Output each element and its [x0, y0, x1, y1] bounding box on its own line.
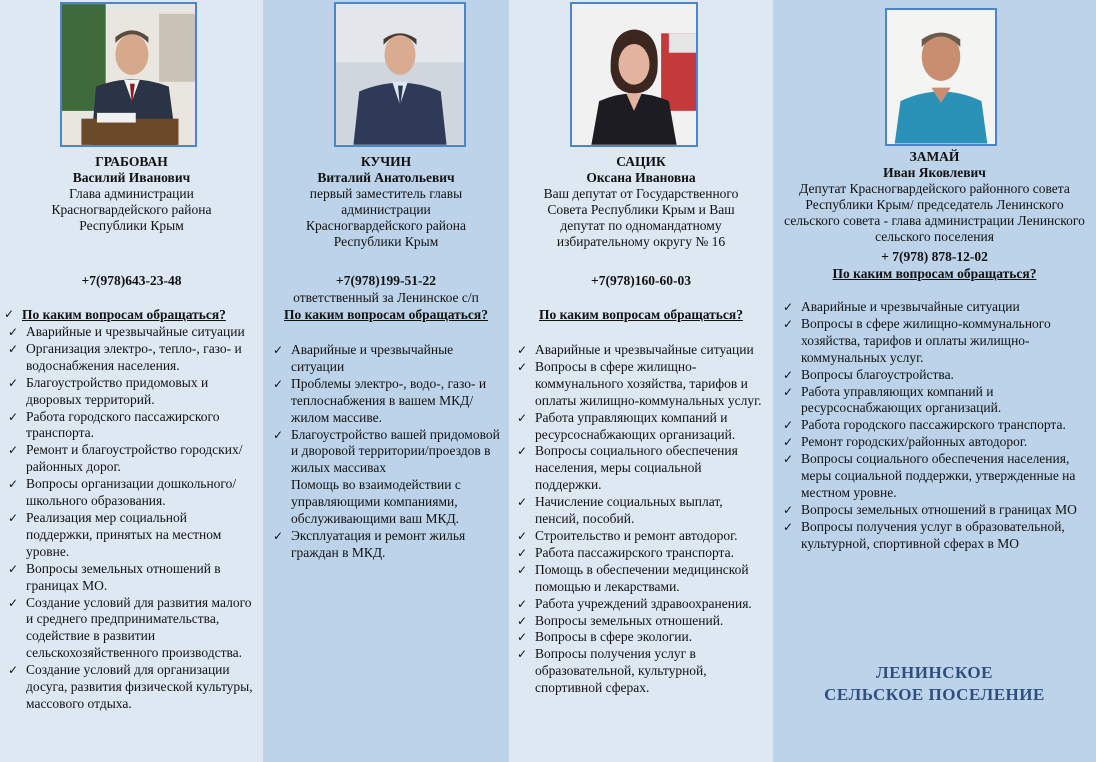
topic-item: ✓ Работа учреждений здравоохранения.	[513, 596, 767, 613]
first-name: Василий Иванович	[72, 170, 191, 185]
ask-heading: ✓ По каким вопросам обращаться?	[0, 307, 226, 323]
portrait-zamai	[887, 10, 995, 144]
topic-item: ✓ Аварийные и чрезвычайные ситуации	[269, 342, 501, 376]
surname: КУЧИН	[360, 154, 412, 169]
first-name: Виталий Анатольевич	[317, 170, 455, 185]
person-block	[263, 154, 509, 250]
topic-item: ✓ Благоустройство вашей придомовой и дворовой территории/проездов в жилых массивах	[269, 427, 501, 478]
topic-item: ✓ Вопросы организации дошкольного/школьного образования.	[4, 476, 254, 510]
phone: +7(978)643-23-48	[81, 273, 182, 288]
portrait-photo	[334, 2, 466, 147]
portrait-photo	[885, 8, 997, 146]
topic-item: ✓ Ремонт городских/районных автодорог.	[779, 434, 1085, 451]
topic-item: ✓ Работа пассажирского транспорта.	[513, 545, 767, 562]
portrait-grabovan	[62, 4, 195, 145]
portrait-photo	[570, 2, 698, 147]
topic-item: ✓ Помощь в обеспечении медицинской помощью и лекарствами.	[513, 562, 767, 596]
column-zamai	[773, 0, 1096, 762]
topic-item: ✓ Работа управляющих компаний и ресурсоснабжающих организаций.	[779, 384, 1085, 418]
portrait-satsik	[572, 4, 696, 145]
topic-item: ✓ Создание условий для развития малого и среднего предпринимательства, содействие в развитии сельскохозяйственного производства.	[4, 595, 254, 663]
topic-item: ✓ Вопросы получения услуг в образовательной, культурной, спортивной сферах в МО	[779, 519, 1085, 553]
topic-item: ✓ Вопросы в сфере жилищно-коммунального хозяйства, тарифов и оплаты жилищно-коммунальных услуг.	[513, 359, 767, 410]
topic-item: ✓ Работа городского пассажирского транспорта.	[4, 409, 254, 443]
column-kuchin	[263, 0, 509, 762]
topics-list	[779, 299, 1085, 553]
ask-heading: По каким вопросам обращаться?	[832, 266, 1037, 281]
topics-list	[513, 342, 767, 697]
topic-item: ✓ Вопросы получения услуг в образовательной, культурной, спортивной сферах.	[513, 646, 767, 697]
settlement-title-line1: ЛЕНИНСКОЕ	[876, 663, 993, 682]
portrait-kuchin	[336, 4, 464, 145]
topic-item: ✓ Вопросы земельных отношений.	[513, 613, 767, 630]
phone: + 7(978) 878-12-02	[881, 249, 988, 264]
position: Глава администрации Красногвардейского района Республики Крым	[51, 186, 212, 233]
topic-item: ✓ Реализация мер социальной поддержки, принятых на местном уровне.	[4, 510, 254, 561]
topic-item: ✓ Эксплуатация и ремонт жилья граждан в МКД.	[269, 528, 501, 562]
settlement-title-line2: СЕЛЬСКОЕ ПОСЕЛЕНИЕ	[824, 685, 1045, 704]
ask-heading: По каким вопросам обращаться?	[539, 307, 743, 322]
topic-item: ✓ Вопросы социального обеспечения населения, меры социальной поддержки.	[513, 443, 767, 494]
phone: +7(978)160-60-03	[591, 273, 691, 288]
topic-item: ✓ Работа городского пассажирского транспорта.	[779, 417, 1085, 434]
topic-item: ✓ Аварийные и чрезвычайные ситуации	[779, 299, 1085, 316]
surname: ЗАМАЙ	[909, 149, 960, 164]
ask-heading: По каким вопросам обращаться?	[284, 307, 488, 322]
topic-item: ✓ Вопросы земельных отношений в границах МО	[779, 502, 1085, 519]
first-name: Иван Яковлевич	[883, 165, 986, 180]
topic-item: ✓ Вопросы в сфере экологии.	[513, 629, 767, 646]
topic-item: ✓ Строительство и ремонт автодорог.	[513, 528, 767, 545]
responsible-note: ответственный за Ленинское с/п	[293, 290, 479, 305]
person-block	[509, 154, 773, 250]
topic-item: ✓ Ремонт и благоустройство городских/районных дорог.	[4, 442, 254, 476]
topic-item: ✓ Создание условий для организации досуга, развития физической культуры, массового отдыха.	[4, 662, 254, 713]
person-block	[773, 149, 1096, 245]
topic-item: ✓ Проблемы электро-, водо-, газо- и теплоснабжения в вашем МКД/жилом массиве.	[269, 376, 501, 427]
topics-list	[4, 324, 254, 713]
portrait-photo	[60, 2, 197, 147]
column-grabovan	[0, 0, 263, 762]
topic-item: ✓ Вопросы в сфере жилищно-коммунального хозяйства, тарифов и оплаты жилищно-коммунальных услуг.	[779, 316, 1085, 367]
topic-item: Помощь во взаимодействии с управляющими компаниями, обслуживающими ваш МКД.	[291, 477, 461, 527]
phone: +7(978)199-51-22	[336, 273, 436, 288]
topic-item: ✓ Вопросы социального обеспечения населения, меры социальной поддержки, утвержденные на местном уровне.	[779, 451, 1085, 502]
topic-item: ✓ Вопросы благоустройства.	[779, 367, 1085, 384]
position: Депутат Красногвардейского районного совета Республики Крым/ председатель Ленинского сельского совета - глава администрации Ленинского сельского поселения	[784, 181, 1085, 244]
position: первый заместитель главы администрации Красногвардейского района Республики Крым	[306, 186, 466, 249]
surname: САЦИК	[616, 154, 666, 169]
topic-item: ✓ Работа управляющих компаний и ресурсоснабжающих организаций.	[513, 410, 767, 444]
settlement-title	[773, 662, 1096, 706]
topic-item: ✓ Организация электро-, тепло-, газо- и водоснабжения населения.	[4, 341, 254, 375]
topic-item: ✓ Вопросы земельных отношений в границах МО.	[4, 561, 254, 595]
surname: ГРАБОВАН	[95, 154, 168, 169]
topic-item: ✓ Аварийные и чрезвычайные ситуации	[513, 342, 767, 359]
person-block	[0, 154, 263, 234]
topic-item: ✓ Аварийные и чрезвычайные ситуации	[4, 324, 254, 341]
position: Ваш депутат от Государственного Совета Республики Крым и Ваш депутат по одномандатному избирательному округу № 16	[543, 186, 739, 249]
topics-list	[269, 342, 501, 562]
topic-item: ✓ Благоустройство придомовых и дворовых территорий.	[4, 375, 254, 409]
topic-item: ✓ Начисление социальных выплат, пенсий, пособий.	[513, 494, 767, 528]
first-name: Оксана Ивановна	[586, 170, 696, 185]
column-satsik	[509, 0, 773, 762]
